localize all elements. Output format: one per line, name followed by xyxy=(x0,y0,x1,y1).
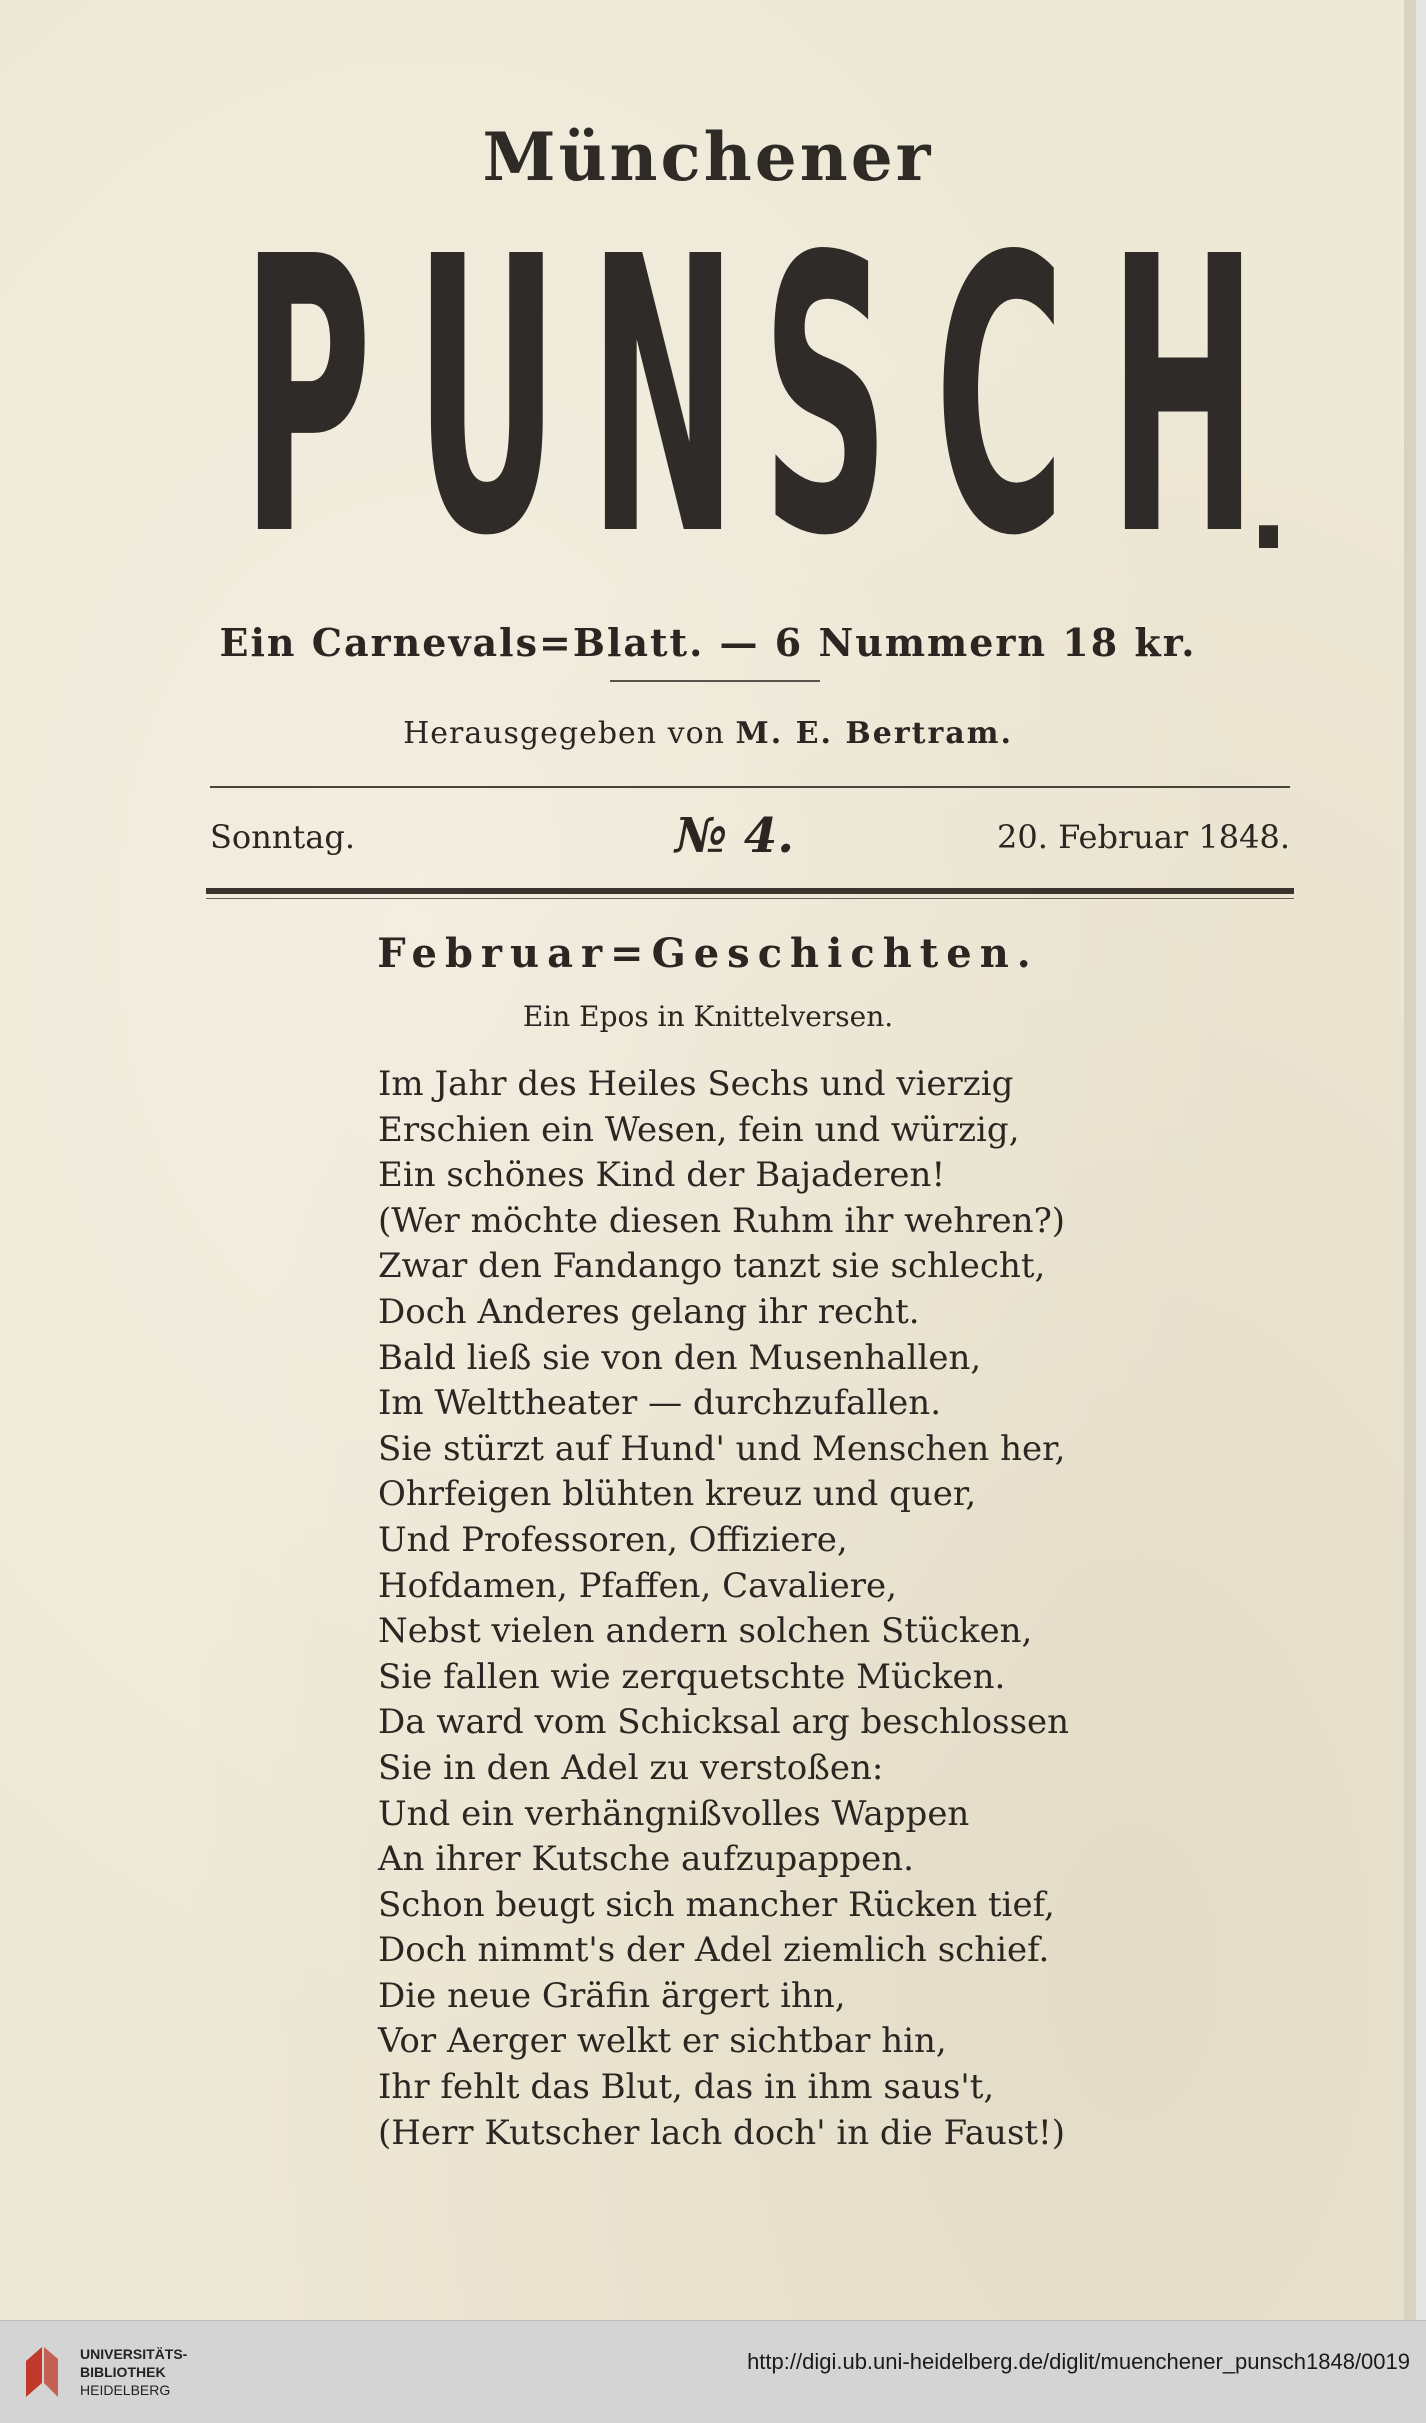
title-letter: S xyxy=(761,176,890,619)
ub-heidelberg-logo-icon[interactable] xyxy=(16,2339,68,2405)
poem-line: Doch Anderes gelang ihr recht. xyxy=(378,1291,920,1332)
poem-line: Ohrfeigen blühten kreuz und quer, xyxy=(378,1474,977,1515)
poem-line: Bald ließ sie von den Musenhallen, xyxy=(378,1337,982,1378)
masthead-title xyxy=(208,176,1289,619)
editor-line xyxy=(0,716,1416,751)
poem-line: Und Professoren, Offiziere, xyxy=(378,1519,848,1560)
poem-line: (Wer möchte diesen Ruhm ihr wehren?) xyxy=(378,1200,1066,1241)
library-line: BIBLIOTHEK xyxy=(80,2364,166,2380)
library-line: UNIVERSITÄTS- xyxy=(80,2346,188,2362)
title-letter: H xyxy=(1108,176,1258,619)
poem-line: Ein schönes Kind der Bajaderen! xyxy=(378,1155,946,1196)
masthead-subtitle: Ein Carnevals=Blatt. — 6 Nummern 18 kr. xyxy=(219,620,1197,665)
poem-line: Zwar den Fandango tanzt sie schlecht, xyxy=(378,1246,1046,1287)
poem-line: Da ward vom Schicksal arg beschlossen xyxy=(378,1702,1070,1743)
poem-line: Sie fallen wie zerquetschte Mücken. xyxy=(378,1656,1006,1697)
divider xyxy=(610,680,820,682)
issue-date: 20. Februar 1848. xyxy=(997,818,1290,856)
editor-prefix: Herausgegeben von xyxy=(403,716,725,751)
poem-line: Nebst vielen andern solchen Stücken, xyxy=(378,1611,1033,1652)
title-letter: C xyxy=(934,176,1066,619)
library-line: HEIDELBERG xyxy=(80,2382,171,2398)
poem-line: An ihrer Kutsche aufzupappen. xyxy=(378,1839,914,1880)
poem-line: (Herr Kutscher lach doch' in die Faust!) xyxy=(378,2112,1065,2153)
editor-name: M. E. Bertram. xyxy=(735,716,1013,751)
divider xyxy=(210,786,1290,788)
poem-line: Und ein verhängnißvolles Wappen xyxy=(378,1793,970,1834)
issue-number: № 4. xyxy=(675,808,794,864)
poem-line: Sie in den Adel zu verstoßen: xyxy=(378,1747,884,1788)
library-name[interactable] xyxy=(80,2345,187,2399)
issue-info xyxy=(210,808,1290,868)
page-edge xyxy=(1404,0,1416,2320)
viewer-footer xyxy=(0,2320,1426,2423)
title-letter: N xyxy=(588,176,738,619)
title-letter: U xyxy=(414,176,560,619)
divider-thin xyxy=(206,898,1294,899)
poem-line: Doch nimmt's der Adel ziemlich schief. xyxy=(378,1930,1050,1971)
poem-line: Im Welttheater — durchzufallen. xyxy=(378,1383,942,1424)
poem-line: Schon beugt sich mancher Rücken tief, xyxy=(378,1884,1055,1925)
poem-line: Im Jahr des Heiles Sechs und vierzig xyxy=(378,1064,1014,1104)
poem-line: Hofdamen, Pfaffen, Cavaliere, xyxy=(378,1565,897,1606)
poem-line: Ihr fehlt das Blut, das in ihm saus't, xyxy=(378,2067,995,2108)
masthead-kicker: Münchener xyxy=(482,118,934,196)
poem-line: Vor Aerger welkt er sichtbar hin, xyxy=(378,2021,947,2062)
poem-line: Sie stürzt auf Hund' und Menschen her, xyxy=(378,1428,1066,1469)
article-title: Februar=Geschichten. xyxy=(377,930,1039,977)
poem xyxy=(378,1062,1138,2156)
article-subtitle: Ein Epos in Knittelversen. xyxy=(522,1000,894,1033)
source-url[interactable]: http://digi.ub.uni-heidelberg.de/diglit/muenchener_punsch1848/0019 xyxy=(747,2349,1410,2374)
title-period: . xyxy=(1247,438,1289,577)
divider-thick xyxy=(206,888,1294,894)
poem-line: Erschien ein Wesen, fein und würzig, xyxy=(378,1109,1020,1150)
title-letter: P xyxy=(241,176,372,619)
poem-line: Die neue Gräfin ärgert ihn, xyxy=(378,1975,846,2016)
issue-day: Sonntag. xyxy=(210,818,355,856)
